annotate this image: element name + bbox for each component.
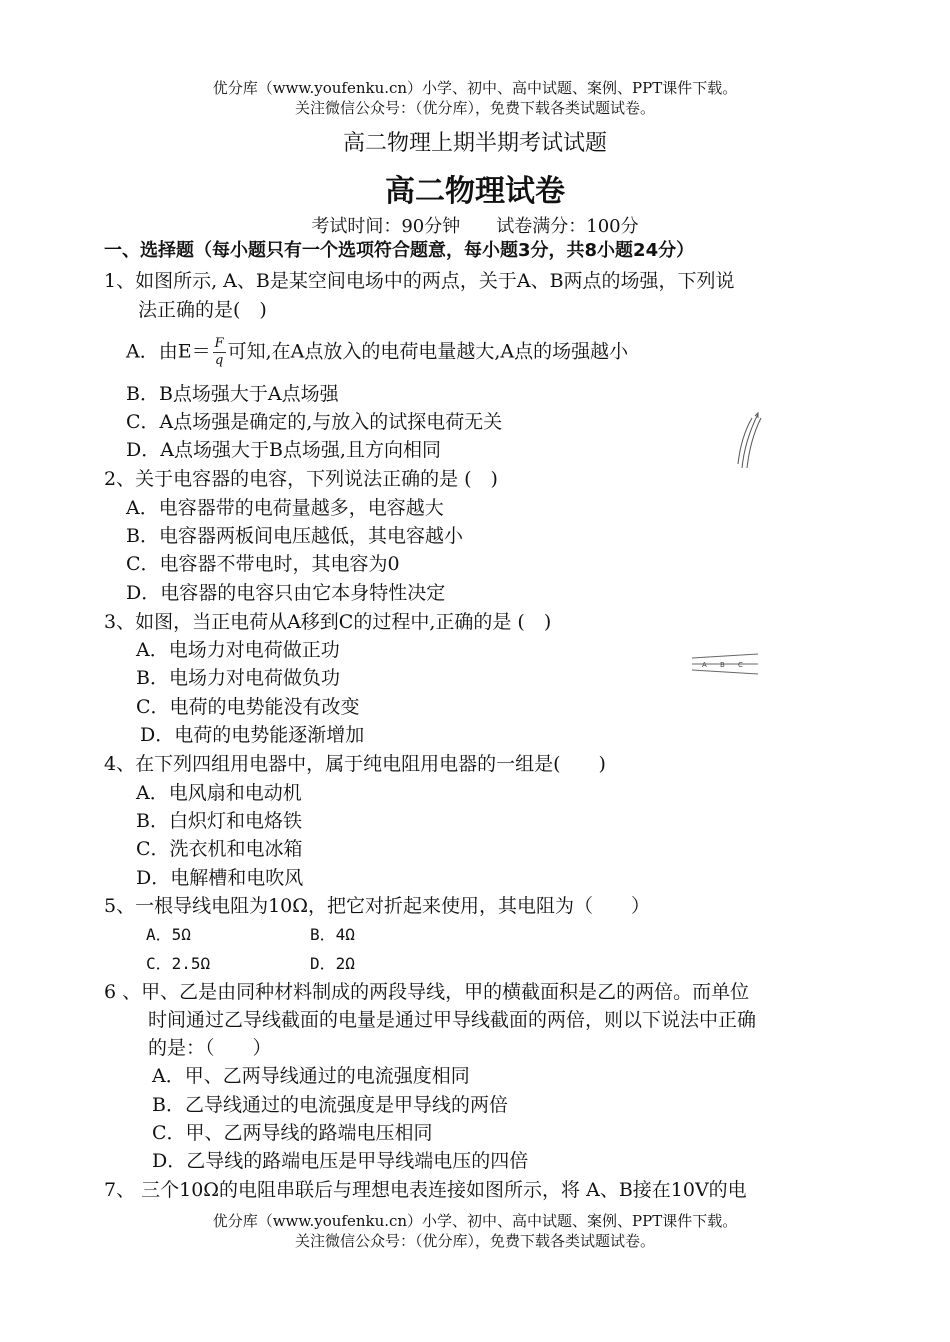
q1-option-a	[126, 336, 628, 369]
q1-option-c: C．A点场强是确定的,与放入的试探电荷无关	[126, 411, 503, 433]
q1-option-b: B．B点场强大于A点场强	[126, 383, 339, 405]
header-line-2: 关注微信公众号：（优分库），免费下载各类试题试卷。	[294, 99, 655, 117]
q1-field-lines-figure	[728, 410, 768, 472]
q3-option-b: B．电场力对电荷做负功	[136, 667, 340, 689]
exam-title: 高二物理上期半期考试试题	[342, 131, 607, 156]
q2-stem: 2、关于电容器的电容，下列说法正确的是 ( )	[104, 468, 498, 490]
fraction-denominator: q	[214, 353, 224, 368]
footer-line-2: 关注微信公众号：（优分库），免费下载各类试题试卷。	[294, 1232, 655, 1250]
q5-option-a: A．5Ω	[146, 925, 191, 944]
q6-option-d: D．乙导线的路端电压是甲导线端电压的四倍	[152, 1150, 529, 1172]
q6-stem-line3: 的是：（ ）	[148, 1037, 272, 1059]
page-footer	[0, 1211, 950, 1251]
fraction-numerator: F	[214, 336, 224, 351]
q3-stem: 3、如图，当正电荷从A移到C的过程中,正确的是 ( )	[104, 611, 552, 633]
q5-option-d: D．2Ω	[310, 954, 355, 973]
q4-option-a: A．电风扇和电动机	[136, 782, 302, 804]
q6-option-a: A．甲、乙两导线通过的电流强度相同	[152, 1065, 470, 1087]
q1-option-d: D．A点场强大于B点场强,且方向相同	[126, 439, 441, 461]
q5-option-b: B．4Ω	[310, 925, 355, 944]
q3-option-c: C．电荷的电势能没有改变	[136, 696, 360, 718]
footer-line-1: 优分库（www.youfenku.cn）小学、初中、高中试题、案例、PPT课件下载。	[212, 1212, 738, 1230]
q6-stem-line1: 6 、甲、乙是由同种材料制成的两段导线，甲的横截面积是乙的两倍。而单位	[104, 981, 750, 1003]
header-line-1: 优分库（www.youfenku.cn）小学、初中、高中试题、案例、PPT课件下载。	[212, 79, 738, 97]
q2-option-b: B．电容器两板间电压越低，其电容越小	[126, 525, 463, 547]
q1-option-a-pre: A．由E＝	[126, 340, 211, 363]
q4-option-c: C．洗衣机和电冰箱	[136, 838, 303, 860]
q6-option-c: C．甲、乙两导线的路端电压相同	[152, 1122, 433, 1144]
exam-subtitle: 高二物理试卷	[385, 174, 565, 209]
q2-option-a: A．电容器带的电荷量越多，电容越大	[126, 497, 444, 519]
q4-option-b: B．白炽灯和电烙铁	[136, 810, 302, 832]
q3-fig-label-c: C	[738, 661, 743, 669]
q2-option-c: C．电容器不带电时，其电容为0	[126, 553, 400, 575]
q4-option-d: D．电解槽和电吹风	[136, 867, 304, 889]
q6-option-b: B．乙导线通过的电流强度是甲导线的两倍	[152, 1094, 508, 1116]
q5-option-c: C．2.5Ω	[146, 954, 211, 973]
page-header	[0, 78, 950, 118]
q1-stem-line2: 法正确的是( )	[138, 299, 267, 321]
exam-info: 考试时间：90分钟 试卷满分：100分	[311, 216, 639, 237]
q3-fig-label-b: B	[720, 661, 725, 669]
q4-stem: 4、在下列四组用电器中，属于纯电阻用电器的一组是( )	[104, 753, 606, 775]
q7-stem: 7、 三个10Ω的电阻串联后与理想电表连接如图所示，将 A、B接在10V的电	[104, 1179, 747, 1201]
q3-option-a: A．电场力对电荷做正功	[136, 639, 340, 661]
section-heading: 一、选择题（每小题只有一个选项符合题意，每小题3分，共8小题24分）	[104, 240, 695, 261]
fraction-f-over-q	[213, 336, 226, 369]
q3-fig-label-a: A	[702, 661, 707, 669]
q3-field-figure	[690, 650, 762, 680]
q3-option-d: D．电荷的电势能逐渐增加	[140, 724, 365, 746]
q1-stem-line1: 1、如图所示, A、B是某空间电场中的两点，关于A、B两点的场强，下列说	[104, 270, 735, 292]
q5-stem: 5、一根导线电阻为10Ω，把它对折起来使用，其电阻为（ ）	[104, 895, 651, 917]
q6-stem-line2: 时间通过乙导线截面的电量是通过甲导线截面的两倍，则以下说法中正确	[148, 1009, 757, 1031]
q1-option-a-post: 可知,在A点放入的电荷电量越大,A点的场强越小	[227, 340, 629, 363]
q2-option-d: D．电容器的电容只由它本身特性决定	[126, 582, 446, 604]
